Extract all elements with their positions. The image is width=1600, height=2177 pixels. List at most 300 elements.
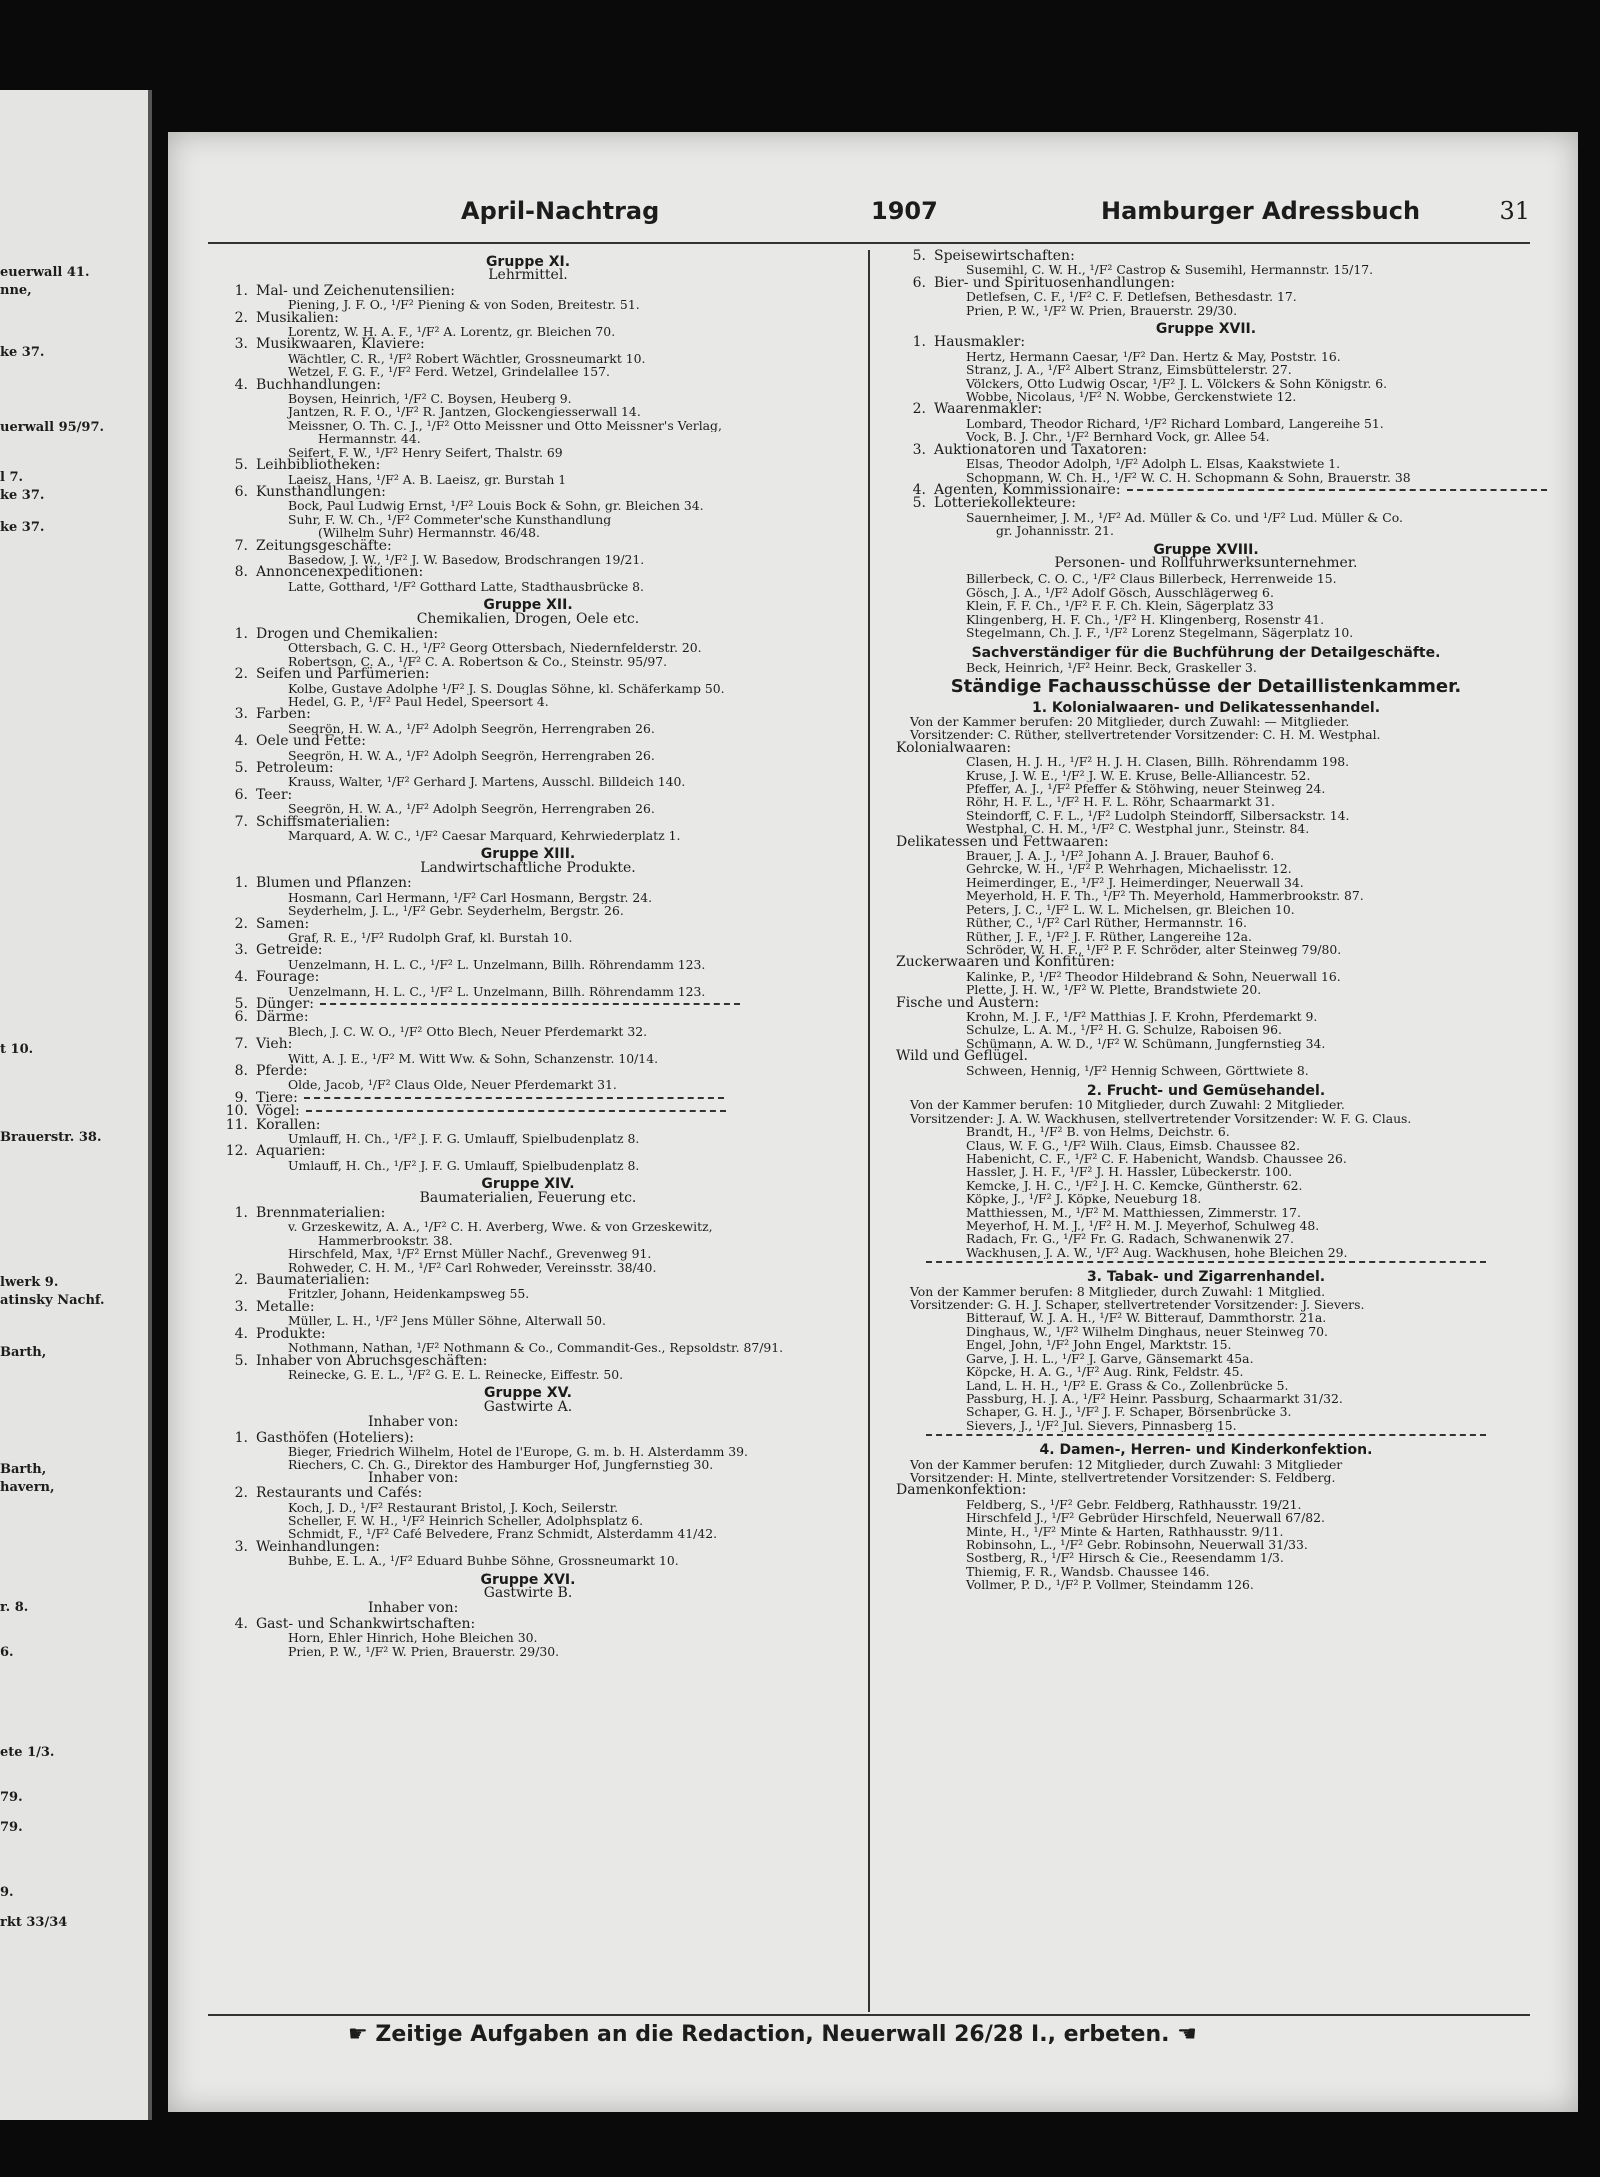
category-label: Korallen: xyxy=(256,1116,321,1133)
category-number: 1. xyxy=(234,625,248,642)
entry: Meyerhold, H. F. Th., ¹/F² Th. Meyerhold, Hammerbrookstr. 87. xyxy=(966,889,1364,903)
committee-note: Vorsitzender: H. Minte, stellvertretender Vorsitzender: S. Feldberg. xyxy=(910,1469,1336,1485)
category xyxy=(208,915,848,932)
entry: Lombard, Theodor Richard, ¹/F² Richard Lombard, Langereihe 51. xyxy=(966,416,1384,431)
entry: Stranz, J. A., ¹/F² Albert Stranz, Eimsbüttelerstr. 27. xyxy=(966,363,1292,377)
category-label: Gasthöfen (Hoteliers): xyxy=(256,1429,415,1446)
category-number: 4. xyxy=(234,1325,248,1342)
entry: Völckers, Otto Ludwig Oscar, ¹/F² J. L. Völckers & Sohn Königstr. 6. xyxy=(966,376,1388,391)
category-number: 6. xyxy=(234,1009,248,1026)
entry: Bitterauf, W. J. A. H., ¹/F² W. Bitterauf, Dammthorstr. 21a. xyxy=(966,1311,1327,1325)
entry: Koch, J. D., ¹/F² Restaurant Bristol, J. Koch, Seilerstr. xyxy=(288,1500,619,1514)
pointing-hand-left-icon: ☚ xyxy=(1177,2022,1197,2047)
prev-page-line: ke 37. xyxy=(0,488,45,503)
entry: Boysen, Heinrich, ¹/F² C. Boysen, Heuberg 9. xyxy=(288,392,572,406)
empty-dash-line xyxy=(306,1110,726,1112)
category-number: 5. xyxy=(234,457,248,474)
section-heading: 4. Damen-, Herren- und Kinderkonfektion. xyxy=(1039,1442,1373,1459)
entry: Prien, P. W., ¹/F² W. Prien, Brauerstr. 29/30. xyxy=(966,303,1238,318)
pointing-hand-right-icon: ☛ xyxy=(348,2022,368,2047)
subcategory: Damenkonfektion: xyxy=(896,1482,1027,1499)
prev-page-line: 79. xyxy=(0,1790,23,1805)
entry: Engel, John, ¹/F² John Engel, Marktstr. 15. xyxy=(966,1338,1232,1352)
prev-page-line: 9. xyxy=(0,1885,14,1900)
category-label: Leihbibliotheken: xyxy=(256,457,381,474)
group-subtitle: Personen- und Rollfuhrwerksunternehmer. xyxy=(1054,554,1358,571)
group-heading: Gruppe XV. xyxy=(484,1385,572,1402)
category-number: 8. xyxy=(234,1062,248,1079)
category xyxy=(208,1011,848,1024)
entry: Fritzler, Johann, Heidenkampsweg 55. xyxy=(288,1287,530,1301)
entry: Habenicht, C. F., ¹/F² C. F. Habenicht, Wandsb. Chaussee 26. xyxy=(966,1152,1347,1166)
prev-page-line: uerwall 95/97. xyxy=(0,420,105,435)
entry: Hirschfeld, Max, ¹/F² Ernst Müller Nachf., Grevenweg 91. xyxy=(288,1247,652,1261)
category-label: Zeitungsgeschäfte: xyxy=(256,537,392,554)
entry: Robertson, C. A., ¹/F² C. A. Robertson & Co., Steinstr. 95/97. xyxy=(288,654,668,669)
dashed-divider xyxy=(926,1261,1486,1263)
header-rule xyxy=(208,242,1530,244)
entry: Witt, A. J. E., ¹/F² M. Witt Ww. & Sohn, Schanzenstr. 10/14. xyxy=(288,1051,659,1065)
category xyxy=(208,735,848,748)
entry: Kemcke, J. H. C., ¹/F² J. H. C. Kemcke, Güntherstr. 62. xyxy=(966,1178,1303,1193)
group-heading: Gruppe XIII. xyxy=(480,846,576,863)
entry: Garve, J. H. L., ¹/F² J. Garve, Gänsemarkt 45a. xyxy=(966,1351,1254,1366)
subcategory: Delikatessen und Fettwaaren: xyxy=(896,833,1109,850)
entry: Lorentz, W. H. A. F., ¹/F² A. Lorentz, gr. Bleichen 70. xyxy=(288,325,616,339)
category xyxy=(208,1145,848,1158)
entry: Klingenberg, H. F. Ch., ¹/F² H. Klingenberg, Rosenstr 41. xyxy=(966,612,1325,626)
entry: Röhr, H. F. L., ¹/F² H. F. L. Röhr, Schaarmarkt 31. xyxy=(966,795,1275,809)
entry: Schmidt, F., ¹/F² Café Belvedere, Franz Schmidt, Alsterdamm 41/42. xyxy=(288,1527,718,1541)
entry: Rüther, C., ¹/F² Carl Rüther, Hermannstr. 16. xyxy=(966,916,1247,930)
category-number: 11. xyxy=(225,1116,248,1133)
category xyxy=(208,813,848,830)
entry: Plette, J. H. W., ¹/F² W. Plette, Brandstwiete 20. xyxy=(966,983,1262,997)
entry: Buhbe, E. L. A., ¹/F² Eduard Buhbe Söhne, Grossneumarkt 10. xyxy=(288,1554,679,1568)
category-number: 5. xyxy=(234,995,248,1012)
entry: Peters, J. C., ¹/F² L. W. L. Michelsen, gr. Bleichen 10. xyxy=(966,902,1295,917)
entry: Wetzel, F. G. F., ¹/F² Ferd. Wetzel, Grindelallee 157. xyxy=(288,365,610,379)
inhaber-label: Inhaber von: xyxy=(368,1600,459,1617)
category-label: Farben: xyxy=(256,706,311,723)
entry: Brauer, J. A. J., ¹/F² Johann A. J. Brauer, Bauhof 6. xyxy=(966,849,1275,863)
category xyxy=(208,971,848,984)
prev-page-line: havern, xyxy=(0,1480,55,1495)
header-title: Hamburger Adressbuch xyxy=(1101,197,1421,225)
category-label: Lotteriekollekteure: xyxy=(934,495,1076,512)
entry: Rohweder, C. H. M., ¹/F² Carl Rohweder, Vereinsstr. 38/40. xyxy=(288,1260,657,1275)
category xyxy=(208,1274,848,1287)
entry: Sauernheimer, J. M., ¹/F² Ad. Müller & Co. und ¹/F² Lud. Müller & Co. xyxy=(966,510,1403,525)
category-label: Produkte: xyxy=(256,1325,326,1342)
entry: Clasen, H. J. H., ¹/F² H. J. H. Clasen, Billh. Röhrendamm 198. xyxy=(966,755,1350,769)
entry: Westphal, C. H. M., ¹/F² C. Westphal junr., Steinstr. 84. xyxy=(966,822,1310,836)
group-subtitle: Gastwirte A. xyxy=(483,1398,573,1415)
category-number: 6. xyxy=(912,274,926,291)
entry: Hirschfeld J., ¹/F² Gebrüder Hirschfeld, Neuerwall 67/82. xyxy=(966,1511,1325,1525)
entry-continuation: (Wilhelm Suhr) Hermannstr. 46/48. xyxy=(318,525,540,541)
subcategory: Kolonialwaaren: xyxy=(896,739,1012,756)
category xyxy=(208,309,848,326)
entry: Latte, Gotthard, ¹/F² Gotthard Latte, Stadthausbrücke 8. xyxy=(288,579,644,594)
entry: Matthiessen, M., ¹/F² M. Matthiessen, Zimmerstr. 17. xyxy=(966,1205,1301,1220)
section-heading: 3. Tabak- und Zigarrenhandel. xyxy=(1086,1269,1326,1286)
entry: Hedel, G. P., ¹/F² Paul Hedel, Speersort 4. xyxy=(288,695,549,709)
entry: Horn, Ehler Hinrich, Hohe Bleichen 30. xyxy=(288,1631,538,1645)
group-heading: Gruppe XVIII. xyxy=(1153,541,1259,558)
category-label: Därme: xyxy=(256,1009,309,1026)
entry: Schröder, W. H. F., ¹/F² P. F. Schröder, alter Steinweg 79/80. xyxy=(966,942,1342,957)
group-heading: Gruppe XII. xyxy=(483,597,573,614)
category-number: 12. xyxy=(225,1143,248,1160)
group-heading: Gruppe XVI. xyxy=(480,1571,576,1588)
previous-page-fragment xyxy=(0,90,152,2120)
entry: Umlauff, H. Ch., ¹/F² J. F. G. Umlauff, Spielbudenplatz 8. xyxy=(288,1158,640,1173)
category-label: Baumaterialien: xyxy=(256,1272,370,1289)
category-number: 5. xyxy=(234,760,248,777)
category-number: 4. xyxy=(234,376,248,393)
prev-page-line: nne, xyxy=(0,283,32,298)
entry: Kruse, J. W. E., ¹/F² J. W. E. Kruse, Belle-Alliancestr. 52. xyxy=(966,768,1311,783)
entry: v. Grzeskewitz, A. A., ¹/F² C. H. Averberg, Wwe. & von Grzeskewitz, xyxy=(288,1220,713,1234)
empty-dash-line xyxy=(304,1097,724,1099)
entry: Laeisz, Hans, ¹/F² A. B. Laeisz, gr. Burstah 1 xyxy=(288,472,567,486)
prev-page-line: 6. xyxy=(0,1645,14,1660)
committee-note: Vorsitzender: C. Rüther, stellvertretender Vorsitzender: C. H. M. Westphal. xyxy=(910,727,1381,743)
category-number: 2. xyxy=(234,915,248,932)
prev-page-line: atinsky Nachf. xyxy=(0,1293,105,1308)
entry-continuation: Hermannstr. 44. xyxy=(318,431,421,447)
category xyxy=(208,537,848,554)
category-label: Weinhandlungen: xyxy=(256,1538,380,1555)
category-label: Seifen und Parfümerien: xyxy=(256,666,430,683)
category-number: 7. xyxy=(234,813,248,830)
entry: Seyderhelm, J. L., ¹/F² Gebr. Seyderhelm, Bergstr. 26. xyxy=(288,904,624,918)
category-label: Speisewirtschaften: xyxy=(934,248,1075,264)
category xyxy=(208,786,848,803)
category-label: Schiffsmaterialien: xyxy=(256,813,391,830)
category-number: 4. xyxy=(912,481,926,498)
entry: Kalinke, P., ¹/F² Theodor Hildebrand & Sohn, Neuerwall 16. xyxy=(966,969,1341,984)
prev-page-line: 79. xyxy=(0,1820,23,1835)
prev-page-line: ete 1/3. xyxy=(0,1745,55,1760)
category-label: Aquarien: xyxy=(256,1143,326,1160)
entry: Köpke, J., ¹/F² J. Köpke, Neueburg 18. xyxy=(966,1192,1202,1206)
entry: Hertz, Hermann Caesar, ¹/F² Dan. Hertz & May, Poststr. 16. xyxy=(966,349,1341,364)
entry: Seifert, F. W., ¹/F² Henry Seifert, Thalstr. 69 xyxy=(288,445,563,460)
inhaber-label: Inhaber von: xyxy=(368,1469,459,1486)
category xyxy=(208,1429,848,1446)
entry: Brandt, H., ¹/F² B. von Helms, Deichstr. 6. xyxy=(966,1125,1230,1139)
committee-note: Von der Kammer berufen: 20 Mitglieder, durch Zuwahl: — Mitglieder. xyxy=(910,714,1350,729)
entry: Gösch, J. A., ¹/F² Adolf Gösch, Ausschlägerweg 6. xyxy=(966,585,1274,600)
entry-continuation: Hammerbrookstr. 38. xyxy=(318,1232,453,1248)
category-number: 3. xyxy=(234,1538,248,1555)
entry: Olde, Jacob, ¹/F² Claus Olde, Neuer Pferdemarkt 31. xyxy=(288,1078,617,1092)
entry: Krauss, Walter, ¹/F² Gerhard J. Martens, Ausschl. Billdeich 140. xyxy=(288,775,686,789)
entry: Hassler, J. H. F., ¹/F² J. H. Hassler, Lübeckerstr. 100. xyxy=(966,1165,1293,1179)
committee-note: Von der Kammer berufen: 12 Mitglieder, durch Zuwahl: 3 Mitglieder xyxy=(910,1456,1343,1472)
category xyxy=(208,1487,848,1500)
entry: Piening, J. F. O., ¹/F² Piening & von Soden, Breitestr. 51. xyxy=(288,298,640,312)
category-label: Restaurants und Cafés: xyxy=(256,1485,423,1502)
category-number: 3. xyxy=(234,1298,248,1315)
category-label: Petroleum: xyxy=(256,760,334,777)
category xyxy=(208,944,848,957)
category-number: 3. xyxy=(234,942,248,959)
category-label: Buchhandlungen: xyxy=(256,376,381,393)
category-label: Vögel: xyxy=(256,1103,300,1120)
category-label: Tiere: xyxy=(256,1089,298,1106)
category-label: Auktionatoren und Taxatoren: xyxy=(934,441,1148,458)
category xyxy=(208,1038,848,1051)
category xyxy=(208,376,848,393)
category-number: 1. xyxy=(912,334,926,351)
category-label: Agenten, Kommissionaire: xyxy=(934,481,1121,498)
page-number: 31 xyxy=(1499,197,1530,225)
entry: Klein, F. F. Ch., ¹/F² F. F. Ch. Klein, Sägerplatz 33 xyxy=(966,599,1274,613)
address-book-page xyxy=(168,132,1578,2112)
header-supplement-label: April-Nachtrag xyxy=(461,197,660,225)
entry: Dinghaus, W., ¹/F² Wilhelm Dinghaus, neuer Steinweg 70. xyxy=(966,1324,1328,1339)
empty-dash-line xyxy=(1127,489,1547,491)
category xyxy=(208,1089,848,1106)
section-heading: Sachverständiger für die Buchführung der Detailgeschäfte. xyxy=(971,645,1441,662)
entry: Seegrön, H. W. A., ¹/F² Adolph Seegrön, Herrengraben 26. xyxy=(288,721,655,736)
page-header xyxy=(216,197,1530,237)
category xyxy=(208,877,848,890)
category-label: Samen: xyxy=(256,915,310,932)
entry: Uenzelmann, H. L. C., ¹/F² L. Unzelmann, Billh. Röhrendamm 123. xyxy=(288,957,706,972)
main-heading: Ständige Fachausschüsse der Detaillistenkammer. xyxy=(950,676,1462,698)
entry-continuation: gr. Johannisstr. 21. xyxy=(996,523,1114,539)
left-column xyxy=(208,250,848,1658)
category xyxy=(208,762,848,775)
category xyxy=(886,336,1526,349)
prev-page-line: ke 37. xyxy=(0,345,45,360)
inhaber-label: Inhaber von: xyxy=(368,1414,459,1431)
entry: Uenzelmann, H. L. C., ¹/F² L. Unzelmann, Billh. Röhrendamm 123. xyxy=(288,984,706,998)
category-number: 3. xyxy=(912,441,926,458)
empty-dash-line xyxy=(320,1003,740,1005)
entry: Robinsohn, L., ¹/F² Gebr. Robinsohn, Neuerwall 31/33. xyxy=(966,1537,1308,1552)
category-number: 3. xyxy=(234,706,248,723)
category-label: Gast- und Schankwirtschaften: xyxy=(256,1615,476,1632)
entry: Umlauff, H. Ch., ¹/F² J. F. G. Umlauff, Spielbudenplatz 8. xyxy=(288,1132,640,1146)
entry: Schopmann, W. Ch. H., ¹/F² W. C. H. Schopmann & Sohn, Brauerstr. 38 xyxy=(966,470,1411,484)
entry: Reinecke, G. E. L., ¹/F² G. E. L. Reinecke, Eiffestr. 50. xyxy=(288,1367,624,1382)
footer-notice xyxy=(348,2022,1197,2047)
category-number: 5. xyxy=(234,1352,248,1369)
entry: Krohn, M. J. F., ¹/F² Matthias J. F. Krohn, Pferdemarkt 9. xyxy=(966,1009,1318,1024)
category xyxy=(208,1325,848,1342)
category-number: 8. xyxy=(234,564,248,581)
group-heading: Gruppe XI. xyxy=(485,254,571,270)
entry: Radach, Fr. G., ¹/F² Fr. G. Radach, Schwanenwik 27. xyxy=(966,1232,1294,1246)
entry: Sievers, J., ¹/F² Jul. Sievers, Pinnasberg 15. xyxy=(966,1418,1237,1433)
prev-page-line: lwerk 9. xyxy=(0,1275,59,1290)
footer-text: Zeitige Aufgaben an die Redaction, Neuerwall 26/28 I., erbeten. xyxy=(375,2022,1170,2047)
category-number: 4. xyxy=(234,969,248,986)
category xyxy=(886,441,1526,458)
section-heading: 1. Kolonialwaaren- und Delikatessenhandel. xyxy=(1031,699,1381,716)
entry: Hosmann, Carl Hermann, ¹/F² Carl Hosmann, Bergstr. 24. xyxy=(288,890,653,905)
committee-note: Von der Kammer berufen: 10 Mitglieder, durch Zuwahl: 2 Mitglieder. xyxy=(910,1097,1345,1113)
entry: Müller, L. H., ¹/F² Jens Müller Söhne, Alterwall 50. xyxy=(288,1314,606,1328)
group-subtitle: Landwirtschaftliche Produkte. xyxy=(420,859,636,876)
entry: Stegelmann, Ch. J. F., ¹/F² Lorenz Stegelmann, Sägerplatz 10. xyxy=(966,625,1354,640)
entry: Claus, W. F. G., ¹/F² Wilh. Claus, Eimsb. Chaussee 82. xyxy=(966,1138,1301,1152)
group-subtitle: Baumaterialien, Feuerung etc. xyxy=(419,1189,637,1206)
category-number: 7. xyxy=(234,537,248,554)
entry: Meissner, O. Th. C. J., ¹/F² Otto Meissner und Otto Meissner's Verlag, xyxy=(288,418,722,433)
category-label: Kunsthandlungen: xyxy=(256,483,386,500)
category-label: Inhaber von Abruchsgeschäften: xyxy=(256,1352,488,1369)
entry: Wächtler, C. R., ¹/F² Robert Wächtler, Grossneumarkt 10. xyxy=(288,351,646,366)
footer-rule xyxy=(208,2014,1530,2016)
category-number: 3. xyxy=(234,336,248,353)
entry: Vock, B. J. Chr., ¹/F² Bernhard Vock, gr. Allee 54. xyxy=(966,430,1270,444)
prev-page-line: Barth, xyxy=(0,1462,47,1477)
category-label: Hausmakler: xyxy=(934,334,1026,351)
prev-page-line: Barth, xyxy=(0,1345,47,1360)
prev-page-line: l 7. xyxy=(0,470,24,485)
category-label: Mal- und Zeichenutensilien: xyxy=(256,282,456,299)
category-number: 1. xyxy=(234,875,248,892)
entry: Thiemig, F. R., Wandsb. Chaussee 146. xyxy=(966,1564,1210,1579)
category xyxy=(208,625,848,642)
entry: Minte, H., ¹/F² Minte & Harten, Rathhausstr. 9/11. xyxy=(966,1524,1284,1538)
group-heading: Gruppe XVII. xyxy=(1155,321,1257,338)
entry: Köpcke, H. A. G., ¹/F² Aug. Rink, Feldstr. 45. xyxy=(966,1365,1244,1379)
category-number: 1. xyxy=(234,1429,248,1446)
category-label: Dünger: xyxy=(256,995,314,1012)
entry: Passburg, H. J. A., ¹/F² Heinr. Passburg, Schaarmarkt 31/32. xyxy=(966,1391,1343,1406)
category-number: 2. xyxy=(234,1272,248,1289)
category xyxy=(208,1298,848,1315)
category xyxy=(886,497,1526,510)
entry: Vollmer, P. D., ¹/F² P. Vollmer, Steindamm 126. xyxy=(966,1578,1254,1592)
category-label: Musikwaaren, Klaviere: xyxy=(256,336,425,353)
category-number: 2. xyxy=(912,401,926,418)
category-number: 5. xyxy=(912,248,926,264)
category-label: Teer: xyxy=(256,786,293,803)
category-number: 4. xyxy=(234,1615,248,1632)
category-label: Getreide: xyxy=(256,942,323,959)
category xyxy=(208,668,848,681)
category-number: 2. xyxy=(234,309,248,326)
entry: Scheller, F. W. H., ¹/F² Heinrich Scheller, Adolphsplatz 6. xyxy=(288,1513,644,1528)
entry: Meyerhof, H. M. J., ¹/F² H. M. J. Meyerhof, Schulweg 48. xyxy=(966,1219,1320,1233)
header-year: 1907 xyxy=(871,197,938,225)
dashed-divider xyxy=(926,1434,1486,1436)
category-label: Waarenmakler: xyxy=(934,401,1043,418)
section-heading: 2. Frucht- und Gemüsehandel. xyxy=(1086,1082,1326,1099)
category-label: Blumen und Pflanzen: xyxy=(256,875,412,892)
category-label: Fourage: xyxy=(256,969,320,986)
category xyxy=(208,483,848,500)
subcategory: Zuckerwaaren und Konfitüren: xyxy=(896,954,1115,971)
category-number: 5. xyxy=(912,495,926,512)
entry: Land, L. H. H., ¹/F² E. Grass & Co., Zollenbrücke 5. xyxy=(966,1378,1289,1392)
prev-page-line: ke 37. xyxy=(0,520,45,535)
entry: Basedow, J. W., ¹/F² J. W. Basedow, Brodschrangen 19/21. xyxy=(288,552,645,567)
category xyxy=(208,1352,848,1369)
prev-page-line: r. 8. xyxy=(0,1600,29,1615)
committee-note: Von der Kammer berufen: 8 Mitglieder, durch Zuwahl: 1 Mitglied. xyxy=(910,1283,1326,1299)
group-subtitle: Lehrmittel. xyxy=(488,267,568,284)
right-column xyxy=(886,250,1526,1592)
category xyxy=(208,282,848,299)
category-label: Pferde: xyxy=(256,1062,308,1079)
entry: Seegrön, H. W. A., ¹/F² Adolph Seegrön, Herrengraben 26. xyxy=(288,748,655,763)
category-label: Drogen und Chemikalien: xyxy=(256,625,439,642)
category xyxy=(208,1538,848,1555)
subcategory: Fische und Austern: xyxy=(896,994,1040,1011)
prev-page-line: t 10. xyxy=(0,1042,34,1057)
category-number: 1. xyxy=(234,282,248,299)
category-number: 9. xyxy=(234,1089,248,1106)
entry: Riechers, C. Ch. G., Direktor des Hamburger Hof, Jungfernstieg 30. xyxy=(288,1458,714,1472)
entry: Detlefsen, C. F., ¹/F² C. F. Detlefsen, Bethesdastr. 17. xyxy=(966,290,1297,304)
category-label: Vieh: xyxy=(256,1036,293,1053)
category-label: Metalle: xyxy=(256,1298,315,1315)
entry: Billerbeck, C. O. C., ¹/F² Claus Billerbeck, Herrenweide 15. xyxy=(966,572,1337,586)
entry: Jantzen, R. F. O., ¹/F² R. Jantzen, Glockengiesserwall 14. xyxy=(288,405,641,419)
prev-page-line: euerwall 41. xyxy=(0,265,90,280)
entry: Gehrcke, W. H., ¹/F² P. Wehrhagen, Michaelisstr. 12. xyxy=(966,862,1292,876)
category-label: Bier- und Spirituosenhandlungen: xyxy=(934,274,1175,291)
entry: Schaper, G. H. J., ¹/F² J. F. Schaper, Börsenbrücke 3. xyxy=(966,1405,1292,1419)
category xyxy=(886,250,1526,263)
prev-page-line: Brauerstr. 38. xyxy=(0,1130,102,1145)
entry: Wackhusen, J. A. W., ¹/F² Aug. Wackhusen, hohe Bleichen 29. xyxy=(966,1245,1348,1260)
column-divider xyxy=(868,250,870,2012)
entry: Sostberg, R., ¹/F² Hirsch & Cie., Reesendamm 1/3. xyxy=(966,1551,1284,1565)
group-heading: Gruppe XIV. xyxy=(481,1176,575,1193)
category xyxy=(208,338,848,351)
entry: Blech, J. C. W. O., ¹/F² Otto Blech, Neuer Pferdemarkt 32. xyxy=(288,1024,648,1039)
entry: Marquard, A. W. C., ¹/F² Caesar Marquard, Kehrwiederplatz 1. xyxy=(288,829,681,843)
entry: Pfeffer, A. J., ¹/F² Pfeffer & Stöhwing, neuer Steinweg 24. xyxy=(966,782,1326,796)
entry: Schulze, L. A. M., ¹/F² H. G. Schulze, Raboisen 96. xyxy=(966,1023,1282,1037)
category xyxy=(208,566,848,579)
entry: Schween, Hennig, ¹/F² Hennig Schween, Görttwiete 8. xyxy=(966,1063,1309,1077)
entry: Heimerdinger, E., ¹/F² J. Heimerdinger, Neuerwall 34. xyxy=(966,875,1304,890)
group-subtitle: Gastwirte B. xyxy=(483,1585,573,1601)
category-number: 6. xyxy=(234,786,248,803)
entry: Bock, Paul Ludwig Ernst, ¹/F² Louis Bock & Sohn, gr. Bleichen 34. xyxy=(288,499,704,513)
category xyxy=(208,1207,848,1220)
committee-note: Vorsitzender: J. A. W. Wackhusen, stellvertretender Vorsitzender: W. F. G. Claus. xyxy=(910,1110,1412,1126)
category-number: 10. xyxy=(225,1103,248,1120)
category-number: 7. xyxy=(234,1036,248,1053)
entry: Beck, Heinrich, ¹/F² Heinr. Beck, Graskeller 3. xyxy=(966,660,1257,675)
entry: Prien, P. W., ¹/F² W. Prien, Brauerstr. 29/30. xyxy=(288,1644,560,1659)
entry: Schümann, A. W. D., ¹/F² W. Schümann, Jungfernstieg 34. xyxy=(966,1036,1326,1051)
entry: Susemihl, C. W. H., ¹/F² Castrop & Susemihl, Hermannstr. 15/17. xyxy=(966,263,1374,277)
category-label: Brennmaterialien: xyxy=(256,1205,386,1222)
category-number: 2. xyxy=(234,1485,248,1502)
entry: Elsas, Theodor Adolph, ¹/F² Adolph L. Elsas, Kaakstwiete 1. xyxy=(966,457,1341,471)
category-number: 1. xyxy=(234,1205,248,1222)
category xyxy=(886,274,1526,291)
entry: Wobbe, Nicolaus, ¹/F² N. Wobbe, Gerckenstwiete 12. xyxy=(966,390,1297,404)
committee-note: Vorsitzender: G. H. J. Schaper, stellvertretender Vorsitzender: J. Sievers. xyxy=(910,1297,1365,1313)
entry: Feldberg, S., ¹/F² Gebr. Feldberg, Rathhausstr. 19/21. xyxy=(966,1497,1302,1512)
category xyxy=(886,403,1526,416)
entry: Steindorff, C. F. L., ¹/F² Ludolph Steindorff, Silbersackstr. 14. xyxy=(966,808,1350,823)
